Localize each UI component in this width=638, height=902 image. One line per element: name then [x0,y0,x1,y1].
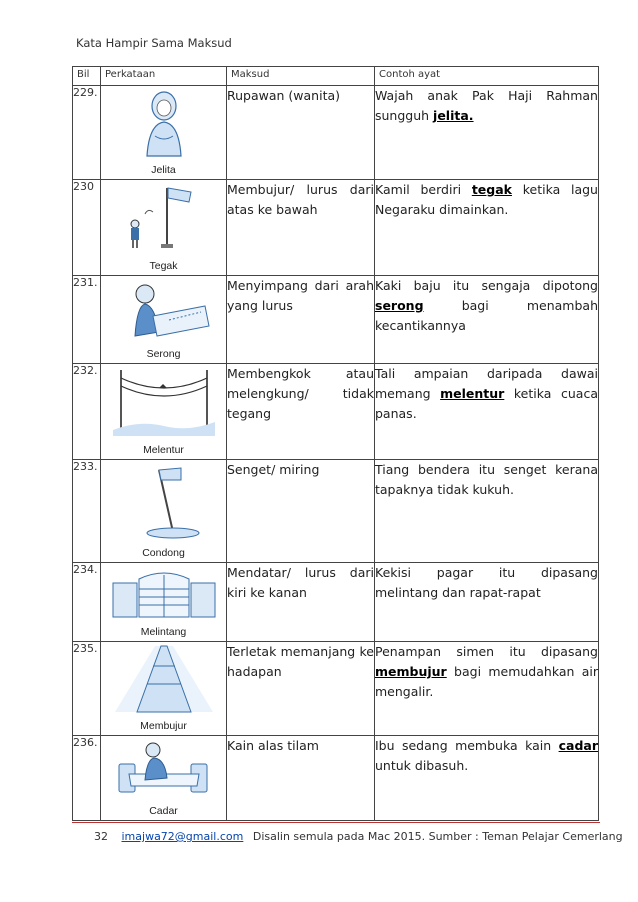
meaning-cell: Mendatar/ lurus dari kiri ke kanan [227,563,375,642]
example-cell: Kamil berdiri tegak ketika lagu Negaraku dimainkan. [375,180,599,276]
picture-caption: Jelita [151,164,176,176]
bedsheet-illustration [109,736,219,798]
keyword: jelita. [433,108,474,123]
word-picture-cell [101,460,227,563]
girl-illustration [109,86,219,160]
table-header-row [73,67,599,86]
meaning-cell: Terletak memanjang ke hadapan [227,642,375,736]
table-row [73,364,599,460]
column-header-word: Perkataan [101,67,227,86]
column-header-bil: Bil [73,67,101,86]
keyword: membujur [375,664,447,679]
keyword: melentur [440,386,505,401]
word-picture-cell [101,364,227,460]
table-row [73,563,599,642]
word-picture-cell [101,563,227,642]
table-row [73,736,599,821]
page-number: 32 [94,830,108,843]
word-picture-cell [101,642,227,736]
word-picture-cell [101,736,227,821]
example-cell: Penampan simen itu dipasang membujur bagi memudahkan air mengalir. [375,642,599,736]
picture-caption: Melentur [143,444,184,456]
word-picture-cell [101,276,227,364]
example-cell: Kekisi pagar itu dipasang melintang dan rapat-rapat [375,563,599,642]
picture-caption: Serong [146,348,181,360]
keyword: tegak [471,182,512,197]
picture-caption: Cadar [149,805,178,817]
meaning-cell: Kain alas tilam [227,736,375,821]
picture-caption: Melintang [140,626,187,638]
example-cell: Tiang bendera itu senget kerana tapaknya tidak kukuh. [375,460,599,563]
table-row [73,642,599,736]
page-footer [94,830,623,843]
column-header-meaning: Maksud [227,67,375,86]
concrete-drain-illustration [109,642,219,714]
example-cell: Ibu sedang membuka kain cadar untuk dibasuh. [375,736,599,821]
sagging-wire-illustration [109,364,219,436]
keyword: cadar [558,738,598,753]
footer-divider [72,822,600,823]
meaning-cell: Membujur/ lurus dari atas ke bawah [227,180,375,276]
meaning-cell: Membengkok atau melengkung/ tidak tegang [227,364,375,460]
flagpole-boy-illustration [109,180,219,254]
row-number: 231. [73,276,101,364]
picture-caption: Condong [142,547,185,559]
table-row [73,86,599,180]
row-number: 229. [73,86,101,180]
meaning-cell: Rupawan (wanita) [227,86,375,180]
meaning-cell: Menyimpang dari arah yang lurus [227,276,375,364]
row-number: 233. [73,460,101,563]
example-cell: Kaki baju itu sengaja dipotong serong bagi menambah kecantikannya [375,276,599,364]
table-row [73,460,599,563]
example-cell: Wajah anak Pak Haji Rahman sungguh jelita. [375,86,599,180]
source-note: Disalin semula pada Mac 2015. Sumber : Teman Pelajar Cemerlang [252,830,623,843]
row-number: 235. [73,642,101,736]
table-row [73,276,599,364]
row-number: 236. [73,736,101,821]
row-number: 234. [73,563,101,642]
girl-cutting-cloth-illustration [109,276,219,342]
document-title: Kata Hampir Sama Maksud [76,36,232,50]
example-cell: Tali ampaian daripada dawai memang melentur ketika cuaca panas. [375,364,599,460]
table-row [73,180,599,276]
word-picture-cell [101,180,227,276]
word-picture-cell [101,86,227,180]
gate-illustration [109,563,219,619]
picture-caption: Membujur [140,720,187,732]
leaning-flagpole-illustration [109,460,219,540]
email-link[interactable]: imajwa72@gmail.com [121,830,244,843]
row-number: 232. [73,364,101,460]
column-header-example: Contoh ayat [375,67,599,86]
keyword: serong [375,298,424,313]
picture-caption: Tegak [149,260,178,272]
vocabulary-table [72,66,599,821]
row-number: 230 [73,180,101,276]
meaning-cell: Senget/ miring [227,460,375,563]
